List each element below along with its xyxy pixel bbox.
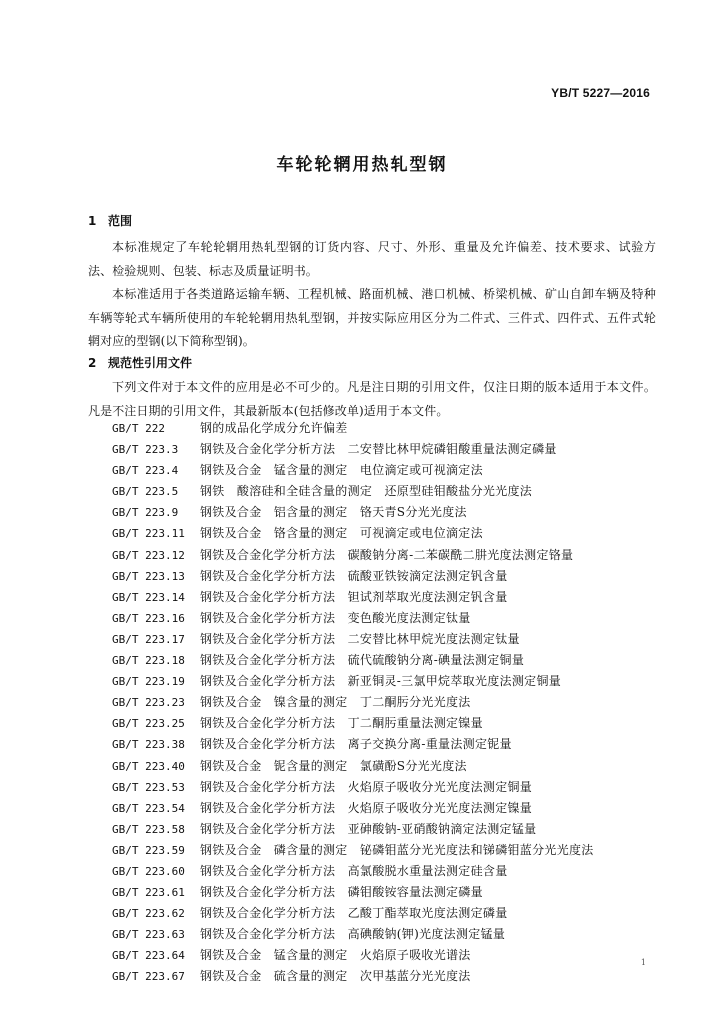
reference-item (112, 545, 594, 566)
reference-title: 钢铁及合金化学分析方法 二安替比林甲烷光度法测定钛量 (200, 631, 520, 646)
reference-code: GB/T 223.23 (112, 696, 185, 710)
reference-code: GB/T 223.61 (112, 886, 185, 900)
normative-references-list (112, 418, 594, 988)
reference-title: 钢铁及合金 镍含量的测定 丁二酮肟分光光度法 (200, 695, 471, 710)
reference-item (112, 713, 594, 734)
reference-title: 钢铁及合金化学分析方法 离子交换分离-重量法测定铌量 (200, 737, 512, 752)
reference-title: 钢铁 酸溶硅和全硅含量的测定 还原型硅钼酸盐分光光度法 (200, 484, 533, 499)
reference-item (112, 903, 594, 924)
reference-item (112, 502, 594, 523)
reference-item (112, 819, 594, 840)
reference-title: 钢铁及合金 硫含量的测定 次甲基蓝分光光度法 (200, 969, 471, 984)
section-1-heading (88, 212, 132, 229)
reference-item (112, 608, 594, 629)
reference-title: 钢铁及合金 铬含量的测定 可视滴定或电位滴定法 (200, 526, 483, 541)
reference-code: GB/T 223.14 (112, 590, 185, 604)
page-number: 1 (640, 958, 646, 967)
reference-code: GB/T 223.67 (112, 970, 185, 984)
reference-title: 钢铁及合金化学分析方法 硫酸亚铁铵滴定法测定钒含量 (200, 568, 508, 583)
reference-item (112, 756, 594, 777)
reference-code: GB/T 223.62 (112, 907, 185, 921)
scope-paragraph-2: 本标准适用于各类道路运输车辆、工程机械、路面机械、港口机械、桥梁机械、矿山自卸车辆及特种车辆等轮式车辆所使用的车轮轮辋用热轧型钢，并按实际应用区分为二件式、三件式、四件式、五件式轮辋对应的型钢(以下简称型钢)。 (88, 287, 656, 348)
reference-item (112, 439, 594, 460)
references-intro-paragraph: 下列文件对于本文件的应用是必不可少的。凡是注日期的引用文件，仅注日期的版本适用于本文件。凡是不注日期的引用文件，其最新版本(包括修改单)适用于本文件。 (88, 380, 656, 418)
reference-item (112, 882, 594, 903)
reference-code: GB/T 223.17 (112, 632, 185, 646)
reference-title: 钢铁及合金 锰含量的测定 火焰原子吸收光谱法 (200, 948, 471, 963)
reference-code: GB/T 223.25 (112, 717, 185, 731)
reference-code: GB/T 223.18 (112, 654, 185, 668)
reference-code: GB/T 223.12 (112, 548, 185, 562)
reference-title: 钢铁及合金化学分析方法 变色酸光度法测定钛量 (200, 610, 471, 625)
reference-item (112, 587, 594, 608)
section-2-title: 规范性引用文件 (108, 356, 193, 370)
reference-item (112, 460, 594, 481)
reference-code: GB/T 223.16 (112, 611, 185, 625)
reference-title: 钢铁及合金化学分析方法 高氯酸脱水重量法测定硅含量 (200, 863, 508, 878)
reference-code: GB/T 223.5 (112, 485, 179, 499)
reference-code: GB/T 223.54 (112, 801, 185, 815)
reference-title: 钢铁及合金 锰含量的测定 电位滴定或可视滴定法 (200, 463, 483, 478)
reference-item (112, 671, 594, 692)
section-2-heading (88, 354, 192, 371)
reference-item (112, 566, 594, 587)
reference-title: 钢铁及合金化学分析方法 二安替比林甲烷磷钼酸重量法测定磷量 (200, 442, 557, 457)
section-2-number: 2 (88, 356, 97, 370)
reference-code: GB/T 223.3 (112, 443, 179, 457)
reference-code: GB/T 223.11 (112, 527, 185, 541)
reference-item (112, 418, 594, 439)
reference-item (112, 629, 594, 650)
reference-title: 钢铁及合金化学分析方法 乙酸丁酯萃取光度法测定磷量 (200, 906, 508, 921)
reference-item (112, 945, 594, 966)
standard-code: YB/T 5227—2016 (551, 86, 650, 100)
reference-code: GB/T 222 (112, 422, 165, 435)
reference-title: 钢铁及合金化学分析方法 丁二酮肟重量法测定镍量 (200, 716, 483, 731)
reference-code: GB/T 223.13 (112, 569, 185, 583)
reference-code: GB/T 223.40 (112, 759, 185, 773)
reference-title: 钢铁及合金化学分析方法 亚砷酸钠-亚硝酸钠滴定法测定锰量 (200, 821, 537, 836)
reference-item (112, 650, 594, 671)
reference-code: GB/T 223.63 (112, 928, 185, 942)
reference-title: 钢铁及合金 磷含量的测定 铋磷钼蓝分光光度法和锑磷钼蓝分光光度法 (200, 842, 594, 857)
reference-code: GB/T 223.53 (112, 780, 185, 794)
reference-code: GB/T 223.60 (112, 864, 185, 878)
reference-code: GB/T 223.9 (112, 506, 179, 520)
reference-item (112, 481, 594, 502)
reference-code: GB/T 223.19 (112, 675, 185, 689)
reference-title: 钢铁及合金 铝含量的测定 铬天青S分光光度法 (200, 505, 467, 520)
section-1-title: 范围 (108, 214, 133, 228)
reference-code: GB/T 223.59 (112, 843, 185, 857)
reference-title: 钢铁及合金化学分析方法 钽试剂萃取光度法测定钒含量 (200, 589, 508, 604)
reference-code: GB/T 223.64 (112, 949, 185, 963)
reference-item (112, 840, 594, 861)
reference-title: 钢铁及合金化学分析方法 硫代硫酸钠分离-碘量法测定铜量 (200, 653, 525, 668)
reference-code: GB/T 223.58 (112, 822, 185, 836)
reference-title: 钢铁及合金化学分析方法 高碘酸钠(钾)光度法测定锰量 (200, 927, 506, 942)
reference-title: 钢铁及合金化学分析方法 火焰原子吸收分光光度法测定铜量 (200, 779, 533, 794)
reference-item (112, 523, 594, 544)
reference-item (112, 777, 594, 798)
reference-title: 钢的成品化学成分允许偏差 (200, 421, 348, 435)
reference-item (112, 861, 594, 882)
reference-code: GB/T 223.4 (112, 464, 179, 478)
section-1-number: 1 (88, 214, 97, 228)
reference-title: 钢铁及合金 铌含量的测定 氯磺酚S分光光度法 (200, 758, 467, 773)
reference-item (112, 692, 594, 713)
reference-item (112, 966, 594, 987)
reference-title: 钢铁及合金化学分析方法 火焰原子吸收分光光度法测定镍量 (200, 800, 533, 815)
scope-paragraph-1: 本标准规定了车轮轮辋用热轧型钢的订货内容、尺寸、外形、重量及允许偏差、技术要求、试验方法、检验规则、包装、标志及质量证明书。 (88, 240, 656, 278)
reference-item (112, 798, 594, 819)
reference-title: 钢铁及合金化学分析方法 碳酸钠分离-二苯碳酰二肼光度法测定铬量 (200, 547, 574, 562)
document-title: 车轮轮辋用热轧型钢 (276, 155, 448, 175)
reference-title: 钢铁及合金化学分析方法 磷钼酸铵容量法测定磷量 (200, 885, 483, 900)
reference-code: GB/T 223.38 (112, 738, 185, 752)
reference-item (112, 924, 594, 945)
reference-item (112, 734, 594, 755)
reference-title: 钢铁及合金化学分析方法 新亚铜灵-三氯甲烷萃取光度法测定铜量 (200, 674, 562, 689)
